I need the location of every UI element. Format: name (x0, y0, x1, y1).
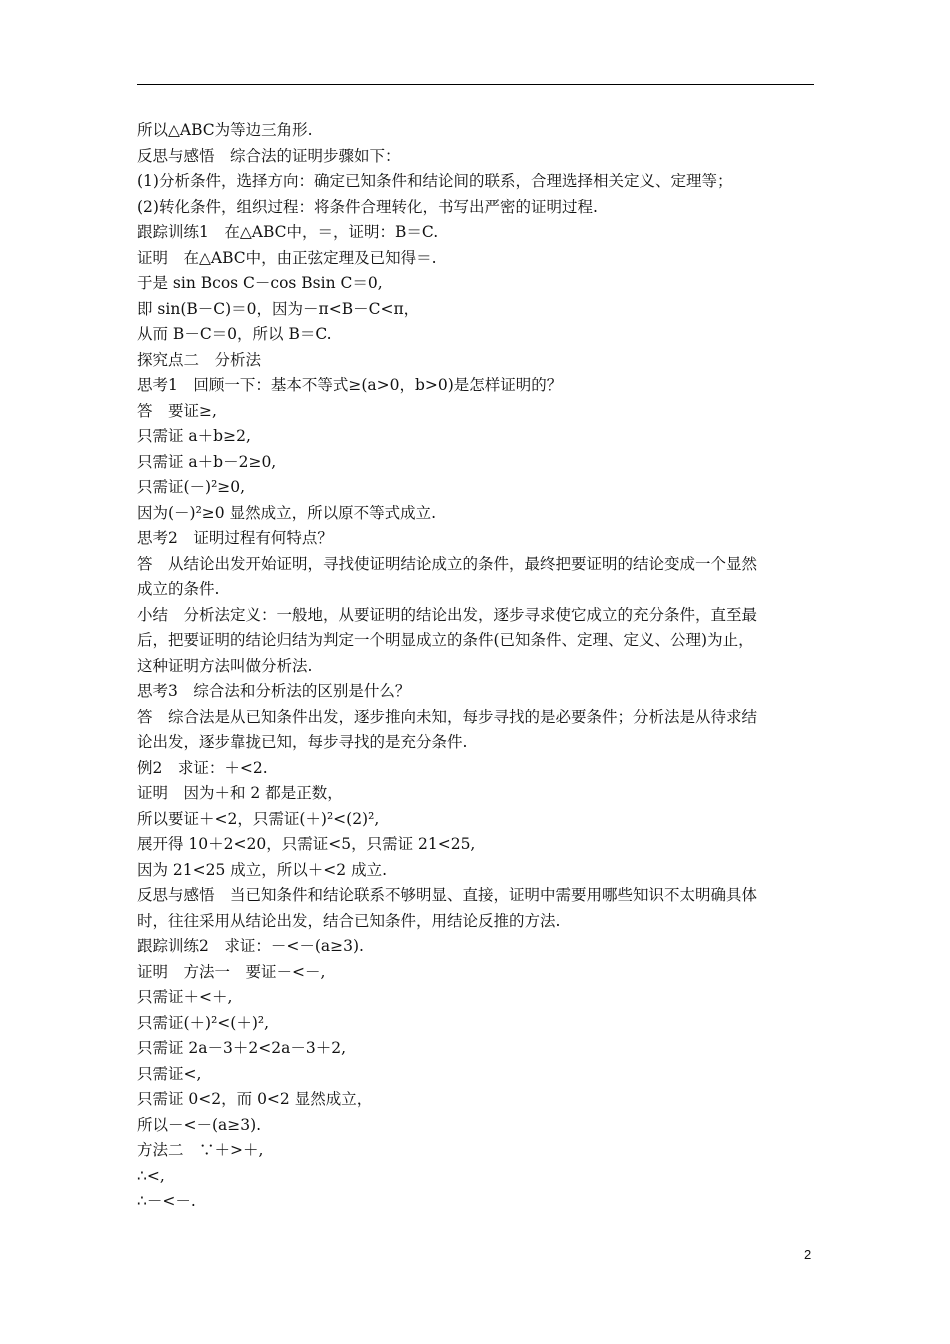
text-line: 展开得 10＋2<20，只需证<5，只需证 21<25, (137, 835, 476, 853)
text-line: 证明 方法一 要证－<－, (137, 962, 326, 981)
text-line: 思考2 证明过程有何特点？ (137, 529, 333, 547)
text-line: 答 要证≥, (137, 401, 217, 420)
text-line: 证明 因为＋和 2 都是正数， (137, 784, 343, 802)
text-line: 例2 求证：＋<2. (137, 758, 268, 777)
text-line: 只需证 a＋b≥2, (137, 427, 251, 445)
text-line: 所以－<－(a≥3). (137, 1115, 262, 1134)
text-line: (2)转化条件，组织过程：将条件合理转化，书写出严密的证明过程. (137, 197, 598, 216)
text-line: 只需证 a＋b－2≥0, (137, 452, 277, 471)
text-line: 后，把要证明的结论归结为判定一个明显成立的条件(已知条件、定理、定义、公理)为止， (137, 631, 754, 649)
text-line: 只需证＋<＋, (137, 988, 233, 1006)
text-line: 只需证<, (137, 1064, 202, 1083)
text-line: 答 从结论出发开始证明，寻找使证明结论成立的条件，最终把要证明的结论变成一个显然 (137, 554, 758, 573)
text-line: 方法二 ∵＋>＋, (137, 1141, 264, 1159)
text-line: 于是 sin Bcos C－cos Bsin C＝0, (137, 274, 383, 292)
text-line: 只需证 2a－3＋2<2a－3＋2, (137, 1039, 346, 1057)
text-line: 反思与感悟 当已知条件和结论联系不够明显、直接，证明中需要用哪些知识不太明确具体 (137, 886, 758, 904)
text-line: ∴<, (137, 1166, 165, 1185)
text-line: 从而 B－C＝0，所以 B＝C. (137, 325, 332, 343)
text-line: 跟踪训练2 求证：－<－(a≥3). (137, 937, 364, 955)
document-body (137, 118, 817, 1215)
text-line: (1)分析条件，选择方向：确定已知条件和结论间的联系，合理选择相关定义、定理等； (137, 172, 733, 190)
text-line: 因为(－)²≥0 显然成立，所以原不等式成立. (137, 503, 437, 522)
text-line: 思考3 综合法和分析法的区别是什么？ (137, 682, 411, 700)
text-line: 只需证(＋)²<(＋)², (137, 1013, 270, 1032)
text-line: 小结 分析法定义：一般地，从要证明的结论出发，逐步寻求使它成立的充分条件，直至最 (137, 605, 758, 624)
header-rule (137, 84, 814, 85)
page-number: 2 (804, 1247, 812, 1262)
text-line: 时，往往采用从结论出发，结合已知条件，用结论反推的方法. (137, 911, 561, 930)
text-line: 反思与感悟 综合法的证明步骤如下： (137, 146, 401, 165)
text-line: 答 综合法是从已知条件出发，逐步推向未知，每步寻找的是必要条件；分析法是从待求结 (137, 707, 758, 726)
text-line: 成立的条件. (137, 580, 220, 598)
text-line: 所以要证＋<2，只需证(＋)²<(2)², (137, 809, 380, 828)
text-line: 只需证(－)²≥0, (137, 478, 246, 496)
text-line: 跟踪训练1 在△ABC中，＝，证明：B＝C. (137, 223, 439, 241)
text-line: 思考1 回顾一下：基本不等式≥(a>0，b>0)是怎样证明的？ (137, 376, 563, 394)
text-line: 只需证 0<2，而 0<2 显然成立， (137, 1090, 373, 1108)
text-line: 所以△ABC为等边三角形. (137, 121, 313, 139)
text-line: 证明 在△ABC中，由正弦定理及已知得＝. (137, 248, 437, 267)
text-line: 论出发，逐步靠拢已知，每步寻找的是充分条件. (137, 733, 468, 751)
text-line: 因为 21<25 成立，所以＋<2 成立. (137, 860, 387, 879)
text-line: 即 sin(B－C)＝0，因为－π<B－C<π， (137, 299, 420, 318)
section-heading: 探究点二 分析法 (137, 350, 262, 369)
text-line: ∴－<－. (137, 1192, 196, 1210)
text-line: 这种证明方法叫做分析法. (137, 656, 313, 675)
